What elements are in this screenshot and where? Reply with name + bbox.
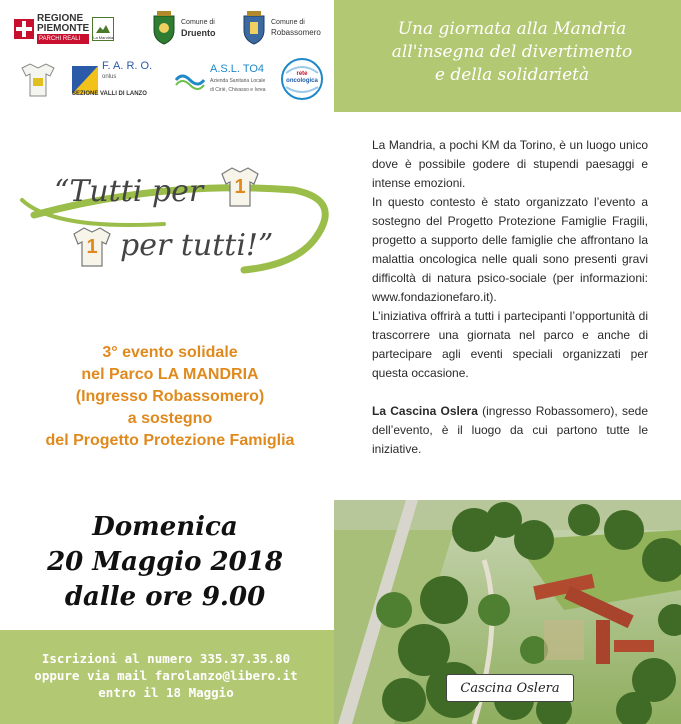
shirt-badge-bottom <box>68 224 116 270</box>
robassomero-crest-icon <box>240 10 268 46</box>
rete-line2: oncologica <box>286 78 318 84</box>
faro-name: F. A. R. O. <box>102 59 153 72</box>
druento-line1: Comune di <box>181 19 215 26</box>
shirt-number-bottom: 1 <box>86 236 98 258</box>
asl-sub2: di Ciriè, Chivasso e Ivrea <box>210 87 266 93</box>
cascina-name: La Cascina Oslera <box>372 404 478 418</box>
registration-line-2: oppure via mail farolanzo@libero.it <box>34 668 298 683</box>
rete-oncologica-logo <box>280 57 324 101</box>
druento-crest-icon <box>150 10 178 46</box>
event-info <box>20 342 320 452</box>
event-date <box>30 510 300 615</box>
description-text <box>372 136 648 459</box>
faro-sub: onlus <box>102 73 117 80</box>
tagline-line-1: Una giornata alla Mandria <box>397 19 627 39</box>
progetto-shirt-icon <box>16 60 60 100</box>
druento-line2: Druento <box>181 28 216 38</box>
asl-name: A.S.L. TO4 <box>210 63 265 75</box>
regione-line2: PIEMONTE <box>37 23 90 34</box>
shirt-number-top: 1 <box>234 176 246 198</box>
tagline-line-2: all'insegna del divertimento <box>391 42 633 62</box>
event-line-1: 3° evento solidale <box>102 344 238 361</box>
description-paragraph-4 <box>372 402 648 459</box>
description-paragraph-1: La Mandria, a pochi KM da Torino, è un luogo unico dove è possibile godere di stupendi paesaggi e intense emozioni. <box>372 138 648 190</box>
event-line-4: a sostegno <box>127 410 213 427</box>
piemonte-flag-icon <box>14 19 34 39</box>
rete-line1: rete <box>296 71 308 77</box>
date-line-3: dalle ore 9.00 <box>64 582 266 612</box>
event-line-3: (Ingresso Robassomero) <box>75 388 265 405</box>
date-line-2: 20 Maggio 2018 <box>47 547 283 577</box>
regione-line1: REGIONE <box>37 13 84 24</box>
event-line-2: nel Parco LA MANDRIA <box>81 366 259 383</box>
title-line-2: per tutti!” <box>120 228 274 263</box>
progetto-logo <box>16 60 60 100</box>
tagline-line-3: e della solidarietà <box>434 65 590 85</box>
registration-line-3: entro il 18 Maggio <box>98 685 234 700</box>
header-tagline <box>352 18 672 87</box>
asl-sub1: Azienda Sanitaria Locale <box>210 78 266 84</box>
regione-line3: PARCHI REALI <box>37 34 89 44</box>
faro-section: SEZIONE VALLI DI LANZO <box>72 90 147 97</box>
cascina-oslera-label: Cascina Oslera <box>446 674 574 702</box>
date-line-1: Domenica <box>92 512 238 542</box>
event-line-5: del Progetto Protezione Famiglia <box>45 432 295 449</box>
mandria-label: La Mandria <box>93 35 114 40</box>
title-line-1: “Tutti per <box>54 174 204 209</box>
description-paragraph-3: L’iniziativa offrirà a tutti i partecipanti l’opportunità di trascorrere una giornata nel parco e anche di partecipare agli eventi speciali organizzati per questa occasione. <box>372 309 648 380</box>
asl-logo <box>174 60 274 100</box>
regione-piemonte-logo <box>14 12 124 46</box>
asl-wave-icon <box>174 70 206 90</box>
description-paragraph-4-rest: (ingresso Robassomero), sede dell’evento, è il luogo da cui partono tutte le iniziative. <box>372 404 648 456</box>
robassomero-line2: Robassomero <box>271 28 321 37</box>
deer-icon <box>94 23 112 35</box>
logos-panel <box>0 0 334 112</box>
event-title <box>14 160 334 290</box>
paragraph-gap <box>372 383 648 402</box>
registration-line-1: Iscrizioni al numero 335.37.35.80 <box>41 651 291 666</box>
robassomero-line1: Comune di <box>271 19 305 26</box>
registration-info <box>16 650 316 701</box>
faro-logo <box>72 60 168 100</box>
mandria-logo <box>92 17 114 41</box>
robassomero-logo <box>240 10 330 46</box>
description-paragraph-2: In questo contesto è stato organizzato l’evento a sostegno del Progetto Protezione Famiglie Fragili, progetto a supporto delle famiglie che affrontano la malattia oncologica nelle quali sono presenti gravi difficoltà di natura psico-sociale (per informazioni: www.fondazionefaro.it). <box>372 195 648 304</box>
shirt-badge-top <box>216 164 264 210</box>
druento-logo <box>150 10 230 46</box>
